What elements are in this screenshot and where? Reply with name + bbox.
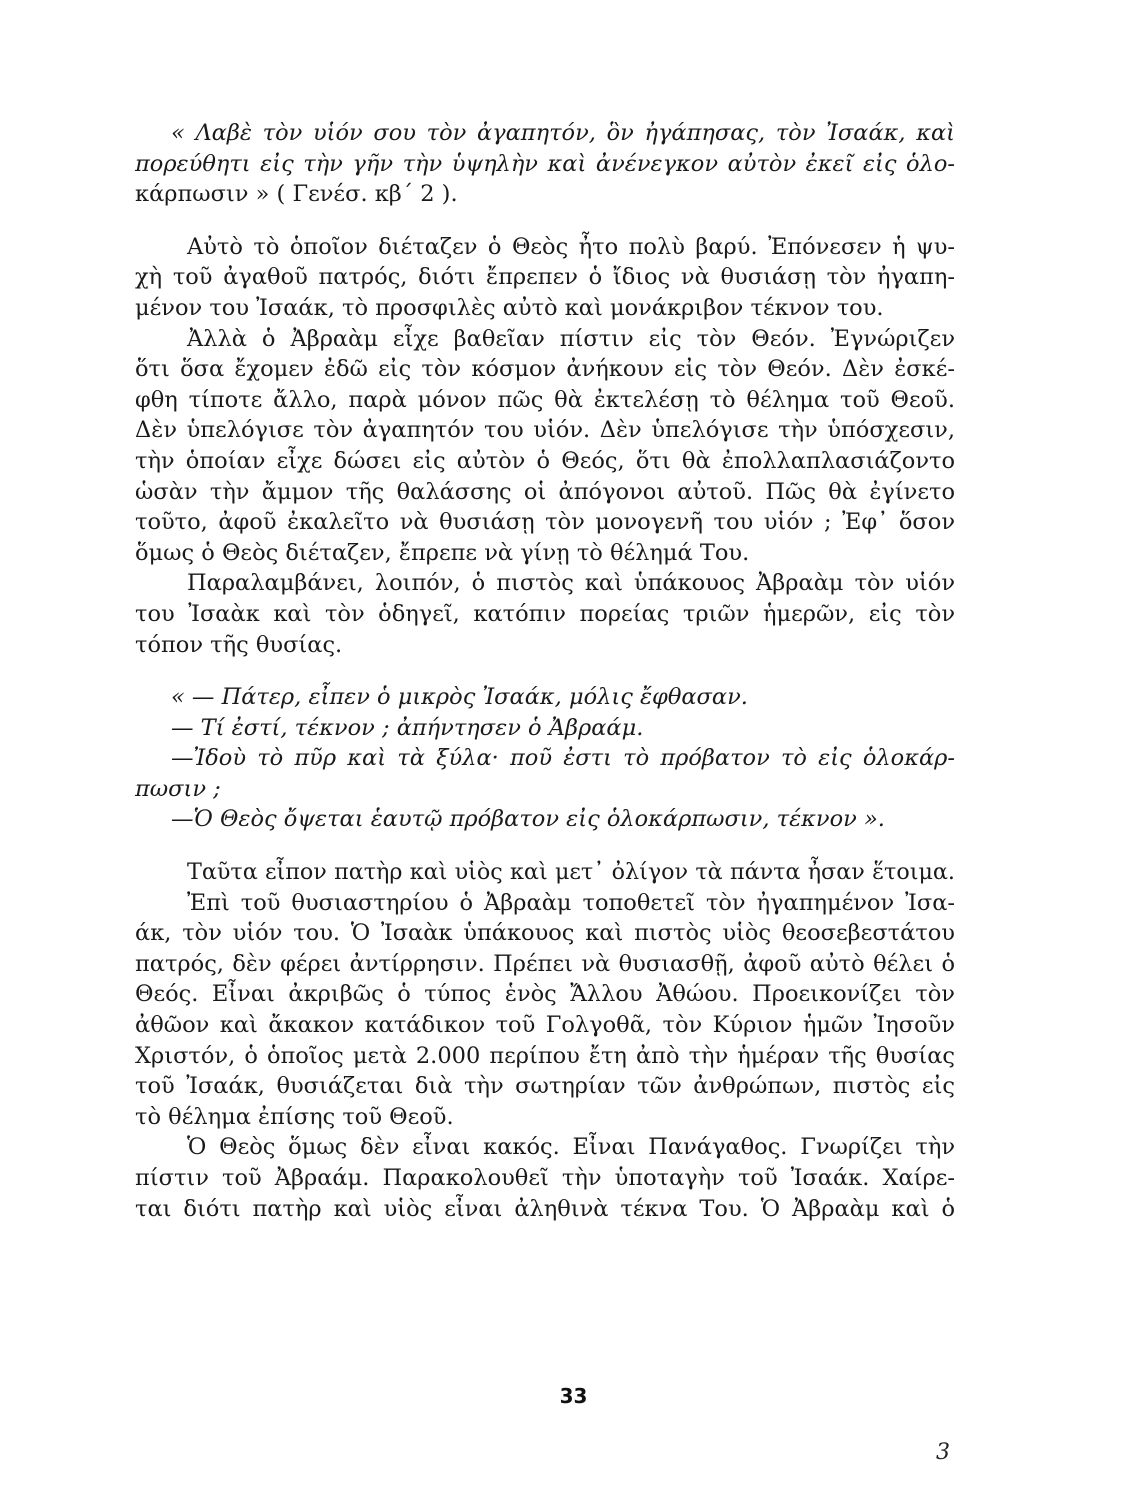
text-line: χὴ τοῦ ἀγαθοῦ πατρός, διότι ἔπρεπεν ὁ ἴδιος νὰ θυσιάσῃ τὸν ἠγαπη- bbox=[135, 264, 955, 291]
text-line: Αὐτὸ τὸ ὁποῖον διέταζεν ὁ Θεὸς ἦτο πολὺ βαρύ. Ἐπόνεσεν ἡ ψυ- bbox=[187, 233, 955, 260]
text-line: ἀθῶον καὶ ἄκακον κατάδικον τοῦ Γολγοθᾶ, τὸν Κύριον ἡμῶν Ἰησοῦν bbox=[135, 1012, 955, 1039]
page-body bbox=[135, 118, 955, 1224]
text-line: τοῦ Ἰσαάκ, θυσιάζεται διὰ τὴν σωτηρίαν τῶν ἀνθρώπων, πιστὸς εἰς bbox=[135, 1073, 955, 1100]
quote-line: πορεύθητι εἰς τὴν γῆν τὴν ὑψηλὴν καὶ ἀνένεγκον αὐτὸν ἐκεῖ εἰς ὁλο- bbox=[135, 150, 955, 177]
text-line: ὅμως ὁ Θεὸς διέταζεν, ἔπρεπε νὰ γίνῃ τὸ θέλημά Του. bbox=[135, 539, 750, 566]
dialogue bbox=[135, 682, 955, 835]
text-line: Ὁ Θεὸς ὅμως δὲν εἶναι κακός. Εἶναι Πανάγαθος. Γνωρίζει τὴν bbox=[187, 1134, 955, 1161]
text-line: Χριστόν, ὁ ὁποῖος μετὰ 2.000 περίπου ἔτη ἀπὸ τὴν ἡμέραν τῆς θυσίας bbox=[135, 1042, 955, 1069]
signature-mark: 3 bbox=[936, 1440, 950, 1465]
quote-line: « Λαβὲ τὸν υἱόν σου τὸν ἀγαπητόν, ὃν ἠγάπησας, τὸν Ἰσαάκ, καὶ bbox=[171, 120, 955, 146]
text-line: ὅτι ὅσα ἔχομεν ἐδῶ εἰς τὸν κόσμον ἀνήκουν εἰς τὸν Θεόν. Δὲν ἐσκέ- bbox=[135, 356, 955, 383]
text-line: ται διότι πατὴρ καὶ υἱὸς εἶναι ἀληθινὰ τέκνα Του. Ὁ Ἀβραὰμ καὶ ὁ bbox=[135, 1195, 955, 1222]
text-line: Ἐπὶ τοῦ θυσιαστηρίου ὁ Ἀβραὰμ τοποθετεῖ τὸν ἠγαπημένον Ἰσα- bbox=[187, 889, 955, 916]
spacer bbox=[135, 210, 955, 232]
text-line: φθη τίποτε ἄλλο, παρὰ μόνον πῶς θὰ ἐκτελέσῃ τὸ θέλημα τοῦ Θεοῦ. bbox=[135, 386, 955, 413]
text-line: άκ, τὸν υἱόν του. Ὁ Ἰσαὰκ ὑπάκουος καὶ πιστὸς υἱὸς θεοσεβεστάτου bbox=[135, 920, 955, 947]
page-number: 33 bbox=[559, 1384, 588, 1408]
dialogue-line: — Τί ἐστί, τέκνον ; ἀπήντησεν ὁ Ἀβραάμ. bbox=[171, 714, 644, 741]
spacer bbox=[135, 660, 955, 682]
paragraph bbox=[135, 324, 955, 569]
text-line: Ταῦτα εἶπον πατὴρ καὶ υἱὸς καὶ μετ᾽ ὀλίγον τὰ πάντα ἦσαν ἕτοιμα. bbox=[187, 859, 955, 886]
text-line: Παραλαμβάνει, λοιπόν, ὁ πιστὸς καὶ ὑπάκουος Ἀβραὰμ τὸν υἱόν bbox=[187, 570, 955, 597]
scripture-quote bbox=[135, 118, 955, 210]
text-line: τοῦτο, ἀφοῦ ἐκαλεῖτο νὰ θυσιάσῃ τὸν μονογενῆ του υἱόν ; Ἐφ᾽ ὅσον bbox=[135, 509, 955, 536]
text-line: Ἀλλὰ ὁ Ἀβραὰμ εἶχε βαθεῖαν πίστιν εἰς τὸν Θεόν. Ἐγνώριζεν bbox=[187, 325, 955, 352]
paragraph bbox=[135, 232, 955, 324]
paragraph bbox=[135, 857, 955, 888]
text-line: πατρός, δὲν φέρει ἀντίρρησιν. Πρέπει νὰ θυσιασθῇ, ἀφοῦ αὐτὸ θέλει ὁ bbox=[135, 950, 955, 977]
paragraph bbox=[135, 1132, 955, 1224]
text-line: Δὲν ὑπελόγισε τὸν ἀγαπητόν του υἱόν. Δὲν ὑπελόγισε τὴν ὑπόσχεσιν, bbox=[135, 417, 955, 444]
text-line: πίστιν τοῦ Ἀβραάμ. Παρακολουθεῖ τὴν ὑποταγὴν τοῦ Ἰσαάκ. Χαίρε- bbox=[135, 1165, 955, 1191]
text-line: μένον του Ἰσαάκ, τὸ προσφιλὲς αὐτὸ καὶ μονάκριβον τέκνον του. bbox=[135, 294, 884, 321]
dialogue-line: πωσιν ; bbox=[135, 775, 221, 802]
text-line: τόπον τῆς θυσίας. bbox=[135, 631, 343, 658]
dialogue-line: —Ἰδοὺ τὸ πῦρ καὶ τὰ ξύλα· ποῦ ἐστι τὸ πρόβατον τὸ εἰς ὁλοκάρ- bbox=[171, 745, 955, 772]
text-line: τὴν ὁποίαν εἶχε δώσει εἰς αὐτὸν ὁ Θεός, ὅτι θὰ ἐπολλαπλασιάζοντο bbox=[135, 447, 955, 474]
text-line: ὡσὰν τὴν ἄμμον τῆς θαλάσσης οἱ ἀπόγονοι αὐτοῦ. Πῶς θὰ ἐγίνετο bbox=[135, 478, 955, 505]
paragraph bbox=[135, 568, 955, 660]
text-line: του Ἰσαὰκ καὶ τὸν ὁδηγεῖ, κατόπιν πορείας τριῶν ἡμερῶν, εἰς τὸν bbox=[135, 600, 955, 627]
dialogue-line: —Ὁ Θεὸς ὄψεται ἑαυτῷ πρόβατον εἰς ὁλοκάρπωσιν, τέκνον ». bbox=[171, 806, 885, 833]
spacer bbox=[135, 835, 955, 857]
dialogue-line: « — Πάτερ, εἶπεν ὁ μικρὸς Ἰσαάκ, μόλις ἔφθασαν. bbox=[171, 684, 748, 711]
quote-line: κάρπωσιν » ( Γενέσ. κβ΄ 2 ). bbox=[135, 181, 458, 208]
text-line: τὸ θέλημα ἐπίσης τοῦ Θεοῦ. bbox=[135, 1103, 454, 1130]
text-line: Θεός. Εἶναι ἀκριβῶς ὁ τύπος ἑνὸς Ἄλλου Ἀθώου. Προεικονίζει τὸν bbox=[135, 981, 955, 1008]
paragraph bbox=[135, 888, 955, 1133]
